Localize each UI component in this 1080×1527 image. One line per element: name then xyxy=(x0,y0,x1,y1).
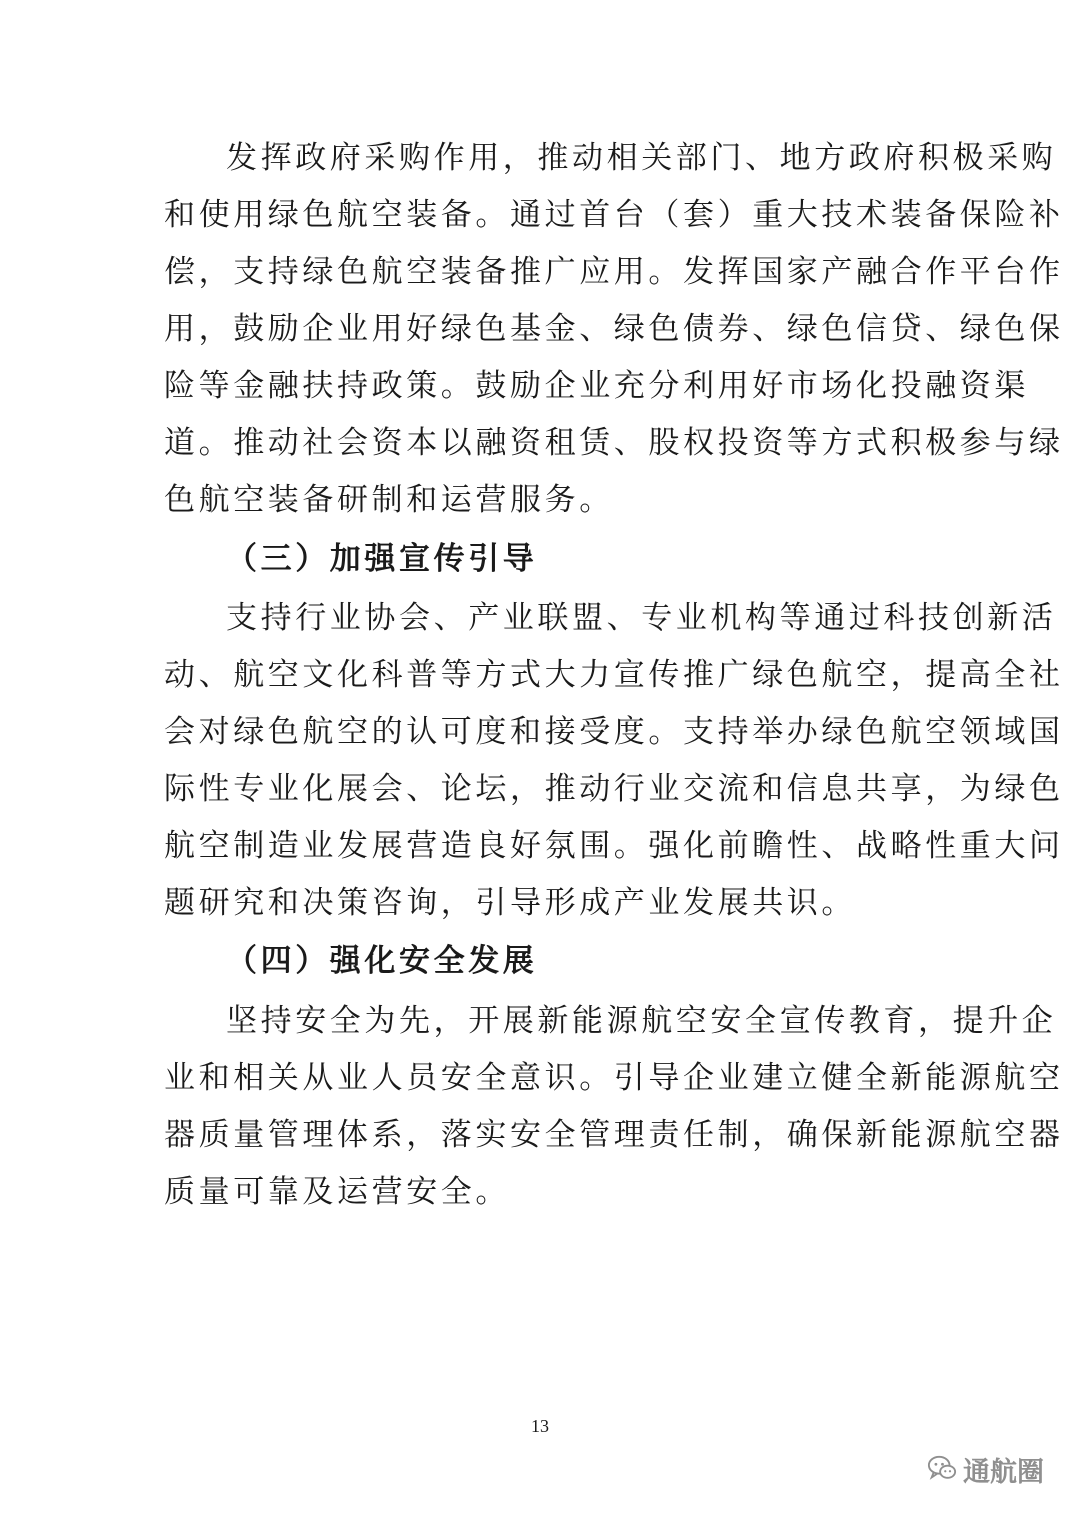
paragraph-line: 业和相关从业人员安全意识。引导企业建立健全新能源航空 xyxy=(164,1060,1064,1096)
watermark-text: 通航圈 xyxy=(963,1457,1044,1488)
paragraph-line: 支持行业协会、产业联盟、专业机构等通过科技创新活 xyxy=(226,600,1057,636)
paragraph-safety xyxy=(164,993,1064,1221)
watermark xyxy=(927,1450,1044,1489)
paragraph-line: 道。推动社会资本以融资租赁、股权投资等方式积极参与绿 xyxy=(164,425,1064,461)
paragraph-line: 际性专业化展会、论坛，推动行业交流和信息共享，为绿色 xyxy=(164,771,1064,807)
paragraph-line: 动、航空文化科普等方式大力宣传推广绿色航空，提高全社 xyxy=(164,657,1064,693)
paragraph-line: 偿，支持绿色航空装备推广应用。发挥国家产融合作平台作 xyxy=(164,254,1064,290)
paragraph-line: 和使用绿色航空装备。通过首台（套）重大技术装备保险补 xyxy=(164,197,1064,233)
paragraph-line: 用，鼓励企业用好绿色基金、绿色债券、绿色信贷、绿色保 xyxy=(164,311,1064,347)
paragraph-line: 航空制造业发展营造良好氛围。强化前瞻性、战略性重大问 xyxy=(164,828,1064,864)
paragraph-line: 色航空装备研制和运营服务。 xyxy=(164,482,614,518)
paragraph-line: 器质量管理体系，落实安全管理责任制，确保新能源航空器 xyxy=(164,1117,1064,1153)
section-heading-publicity: （三）加强宣传引导 xyxy=(226,541,538,577)
paragraph-publicity xyxy=(164,590,1064,932)
page-number: 13 xyxy=(531,1416,549,1436)
paragraph-line: 险等金融扶持政策。鼓励企业充分利用好市场化投融资渠 xyxy=(164,368,1029,404)
paragraph-line: 坚持安全为先，开展新能源航空安全宣传教育，提升企 xyxy=(226,1003,1057,1039)
paragraph-line: 质量可靠及运营安全。 xyxy=(164,1174,510,1210)
paragraph-line: 会对绿色航空的认可度和接受度。支持举办绿色航空领域国 xyxy=(164,714,1064,750)
section-heading-safety: （四）强化安全发展 xyxy=(226,943,538,979)
wechat-icon xyxy=(927,1453,957,1487)
paragraph-line: 题研究和决策咨询，引导形成产业发展共识。 xyxy=(164,885,856,921)
paragraph-procurement xyxy=(164,130,1064,529)
paragraph-line: 发挥政府采购作用，推动相关部门、地方政府积极采购 xyxy=(226,140,1057,176)
